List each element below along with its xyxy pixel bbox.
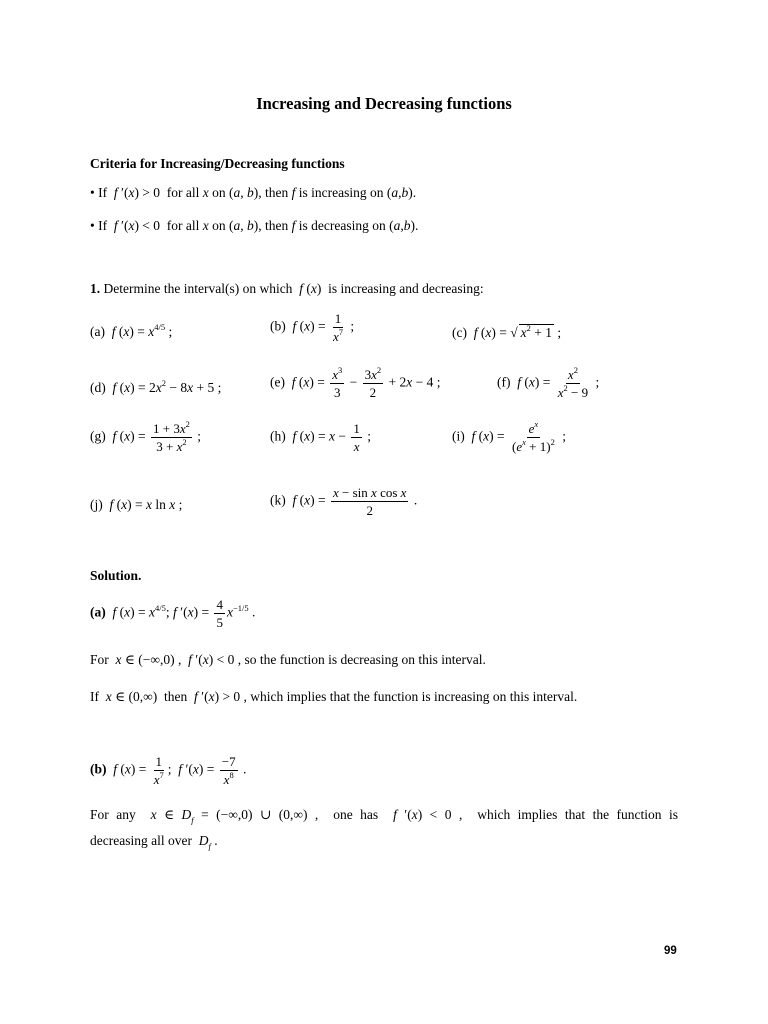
solution-b-text-cont: decreasing all over $D_f$ .	[90, 833, 218, 851]
problem-item-d: (d) f $(x) = 2x^2 - 8x + 5$ ;	[90, 378, 222, 395]
problem-item-b: (b) f (x) = $\frac{1}{x^7}$ ;	[270, 311, 355, 344]
problem-item-i: (i) f (x) = $\frac{e^x}{(e^x + 1)^2}$ ;	[452, 419, 566, 454]
problem-statement: 1. Determine the interval(s) on which f (x) is increasing and decreasing:	[90, 281, 484, 296]
problem-item-j: (j) f (x) = x ln x ;	[90, 497, 183, 512]
page-number: 99	[664, 945, 677, 957]
problem-item-e: (e) f (x) = $\frac{x^3}{3}$ − $\frac{3x^2}{2}$ + 2x − 4 ;	[270, 365, 441, 400]
problem-item-h: (h) f (x) = x − $\frac{1}{x}$ ;	[270, 421, 372, 454]
solution-a-line1: For x ∈ (−∞,0) , f ′(x) < 0 , so the function is decreasing on this interval.	[90, 652, 486, 667]
problem-item-c: (c) f (x) = √ $x^2 + 1$ ;	[452, 323, 562, 340]
criteria-heading: Criteria for Increasing/Decreasing functions	[90, 156, 345, 171]
problem-item-k: (k) f (x) = $\frac{\text{x − sin x cos x}}{2}$ .	[270, 485, 418, 518]
solution-a-formula: (a) f $(x) = x^{4/5}$; f ′(x) = $\frac{4}{5}$ $x^{-1/5}$ .	[90, 597, 256, 630]
solution-heading: Solution.	[90, 568, 142, 583]
solution-a-line2: If x ∈ (0,∞) then f ′(x) > 0 , which implies that the function is increasing on this interval.	[90, 689, 578, 704]
problem-item-a: (a) f $(x) = x^{4/5}$ ;	[90, 322, 173, 339]
problem-item-g: (g) f (x) = $\frac{1 + 3x^2}{3 + x^2}$ ;	[90, 419, 202, 454]
solution-b-text: For any x ∈ $D_f = (-\infty,0)$ ∪ (0,∞) , one has f ′(x) < 0 , which implies that the function is	[90, 807, 678, 825]
solution-b-formula: (b) f (x) = $\frac{1}{x^7}$ ; f ′(x) = $\frac{-7}{x^8}$ .	[90, 754, 247, 787]
criteria-rule-increasing: • If f ′(x) > 0 for all x on (a, b), then f is increasing on (a,b).	[90, 185, 417, 200]
problem-item-f: (f) f (x) = $\frac{x^2}{x^2 - 9}$ ;	[497, 365, 600, 400]
page-title: Increasing and Decreasing functions	[256, 94, 512, 113]
criteria-rule-decreasing: • If f ′(x) < 0 for all x on (a, b), then f is decreasing on (a,b).	[90, 218, 419, 233]
